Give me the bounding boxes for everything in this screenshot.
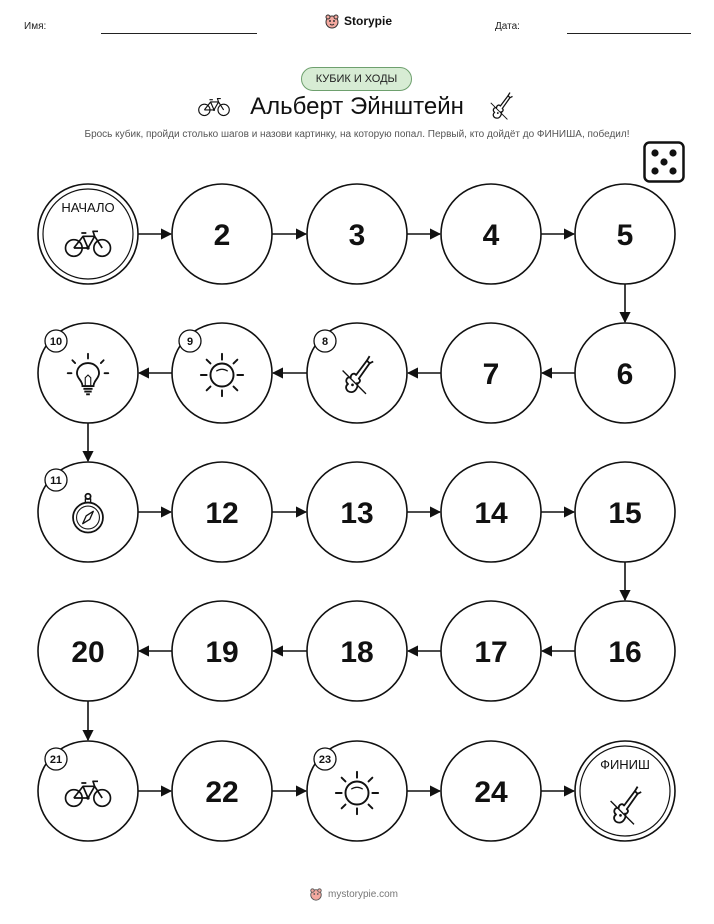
board-cell-16 [575,601,675,701]
game-type-badge: КУБИК И ХОДЫ [301,67,412,91]
board-cell-22 [172,741,272,841]
board-cell-15 [575,462,675,562]
board-cell-20 [38,601,138,701]
cell-number: 5 [616,219,634,252]
cell-number: 7 [482,358,500,391]
cell-number: 2 [213,219,231,252]
cell-number: 15 [608,497,642,530]
cell-number: 3 [348,219,366,252]
cell-circle [575,741,675,841]
cell-number: 8 [321,336,329,348]
brand-name: Storypie [344,14,393,28]
footer-url: mystorypie.com [328,888,399,900]
cell-number: 18 [340,636,374,669]
board-cell-17 [441,601,541,701]
cell-label: НАЧАЛО [61,200,115,215]
cell-circle [38,184,138,284]
cell-number: 23 [318,754,332,766]
board-cell-10 [38,323,138,423]
cell-number: 11 [50,475,62,487]
cell-number: 21 [49,754,63,766]
cell-number: 14 [474,497,508,530]
date-label: Дата: [495,21,520,32]
board-cell-24 [441,741,541,841]
board-cell-4 [441,184,541,284]
board-cell-8 [307,323,407,423]
board-cell-7 [441,323,541,423]
board-cell-12 [172,462,272,562]
board-cell-14 [441,462,541,562]
finish-cell [575,741,675,841]
dice-icon [643,141,685,183]
board-cell-11 [38,462,138,562]
start-cell [38,184,138,284]
cell-number: 17 [474,636,508,669]
cell-number: 22 [205,776,239,809]
page-title: Альберт Эйнштейн [250,93,464,120]
board-cell-13 [307,462,407,562]
name-label: Имя: [24,21,47,32]
board-cell-23 [307,741,407,841]
board-cell-6 [575,323,675,423]
footer-mascot-icon [309,887,323,901]
instructions-text: Брось кубик, пройди столько шагов и назови картинку, на которую попал. Первый, кто дойдёт до ФИНИША, победил! [84,129,630,140]
board-cell-18 [307,601,407,701]
cell-number: 13 [340,497,374,530]
board-cell-9 [172,323,272,423]
title-bicycle-icon [197,95,231,118]
board-cell-19 [172,601,272,701]
cell-number: 20 [71,636,105,669]
board-cell-3 [307,184,407,284]
title-violin-icon [488,90,514,122]
board-cell-2 [172,184,272,284]
footer [309,887,398,901]
board-cell-5 [575,184,675,284]
cell-number: 10 [49,336,63,348]
cell-number: 9 [186,336,194,348]
cell-number: 19 [205,636,239,669]
cell-number: 12 [205,497,239,530]
cell-label: ФИНИШ [600,757,650,772]
cell-number: 16 [608,636,642,669]
cell-number: 24 [474,776,508,809]
cell-number: 6 [616,358,634,391]
board-cell-21 [38,741,138,841]
board-cells [38,184,675,841]
cell-number: 4 [482,219,500,252]
